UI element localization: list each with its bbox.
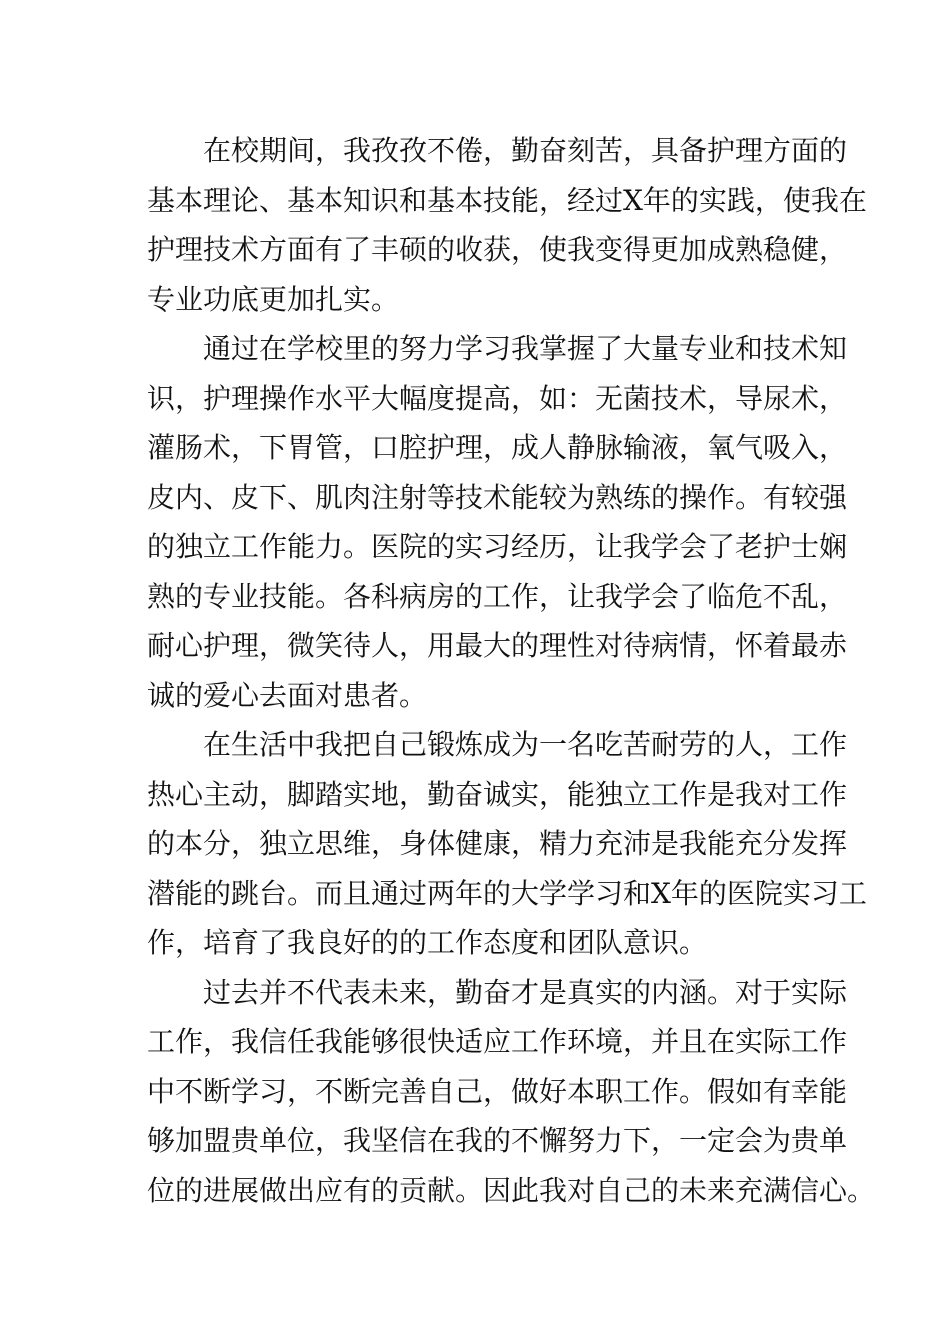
paragraph-line: 过去并不代表未来，勤奋才是真实的内涵。对于实际 xyxy=(203,975,848,1009)
paragraph-2 xyxy=(147,324,848,720)
paragraph-line: 潜能的跳台。而且通过两年的大学学习和X年的医院实习工 xyxy=(147,876,867,910)
paragraph-line: 专业功底更加扎实。 xyxy=(147,282,400,316)
paragraph-line: 识，护理操作水平大幅度提高，如：无菌技术，导尿术， xyxy=(147,381,848,415)
paragraph-line: 的独立工作能力。医院的实习经历，让我学会了老护士娴 xyxy=(147,530,848,563)
paragraph-line: 工作，我信任我能够很快适应工作环境，并且在实际工作 xyxy=(147,1025,848,1058)
paragraph-line: 中不断学习，不断完善自己，做好本职工作。假如有幸能 xyxy=(147,1074,848,1108)
paragraph-1 xyxy=(147,126,867,324)
paragraph-line: 位的进展做出应有的贡献。因此我对自己的未来充满信心。 xyxy=(147,1173,876,1207)
paragraph-line: 在生活中我把自己锻炼成为一名吃苦耐劳的人，工作 xyxy=(203,728,848,761)
paragraph-line: 护理技术方面有了丰硕的收获，使我变得更加成熟稳健， xyxy=(147,233,848,266)
paragraph-line: 作，培育了我良好的的工作态度和团队意识。 xyxy=(147,926,708,959)
paragraph-line: 耐心护理，微笑待人，用最大的理性对待病情，怀着最赤 xyxy=(147,629,848,662)
paragraph-line: 通过在学校里的努力学习我掌握了大量专业和技术知 xyxy=(203,332,848,365)
paragraph-line: 熟的专业技能。各科病房的工作，让我学会了临危不乱， xyxy=(147,579,848,613)
paragraph-line: 热心主动，脚踏实地，勤奋诚实，能独立工作是我对工作 xyxy=(147,777,848,811)
paragraph-line: 诚的爱心去面对患者。 xyxy=(147,678,428,712)
document-body xyxy=(147,126,876,1215)
paragraph-4 xyxy=(147,968,876,1216)
paragraph-line: 灌肠术，下胃管，口腔护理，成人静脉输液，氧气吸入， xyxy=(147,431,848,464)
paragraph-line: 皮内、皮下、肌肉注射等技术能较为熟练的操作。有较强 xyxy=(147,480,848,514)
paragraph-line: 的本分，独立思维，身体健康，精力充沛是我能充分发挥 xyxy=(147,827,848,860)
paragraph-line: 基本理论、基本知识和基本技能，经过X年的实践，使我在 xyxy=(147,183,867,217)
paragraph-3 xyxy=(147,720,867,968)
paragraph-line: 够加盟贵单位，我坚信在我的不懈努力下，一定会为贵单 xyxy=(147,1124,848,1157)
paragraph-line: 在校期间，我孜孜不倦，勤奋刻苦，具备护理方面的 xyxy=(203,134,848,167)
